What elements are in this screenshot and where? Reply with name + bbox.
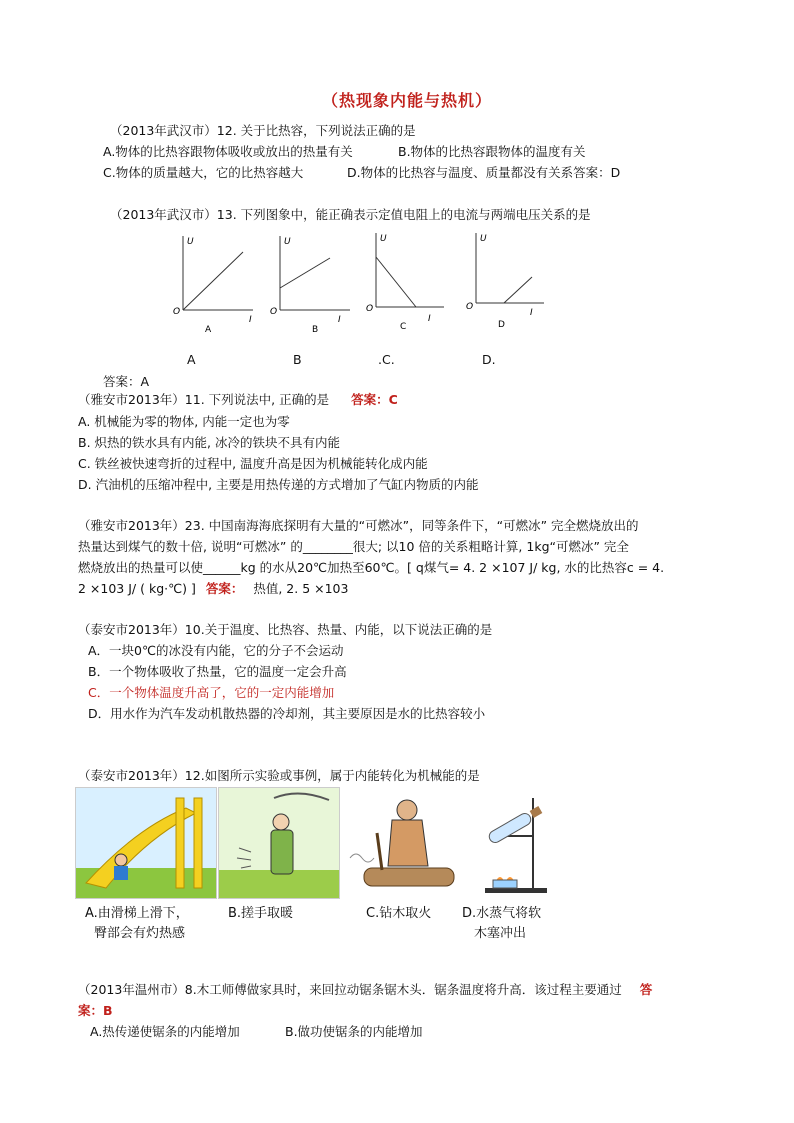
- q6-stem: （泰安市2013年）12.如图所示实验或事例，属于内能转化为机械能的是: [78, 768, 480, 783]
- q5-option-a: A．一块0℃的冰没有内能，它的分子不会运动: [88, 643, 344, 658]
- caption-d-line-1: D.水蒸气将软: [462, 906, 542, 921]
- q3-option-d: D. 汽油机的压缩冲程中, 主要是用热传递的方式增加了气缸内物质的内能: [78, 477, 479, 492]
- q4-answer-label: 答案：: [205, 581, 244, 596]
- q4-answer-value: 热值, 2. 5 ×103: [253, 581, 349, 596]
- q7-answer-label: 答: [639, 982, 653, 997]
- q5-stem: （泰安市2013年）10.关于温度、比热容、热量、内能，以下说法正确的是: [78, 622, 493, 637]
- q2-choice-c: .C.: [378, 352, 395, 367]
- graph-d-u-label: U: [480, 234, 487, 244]
- graph-b-u-label: U: [284, 237, 291, 247]
- q5-option-b: B．一个物体吸收了热量，它的温度一定会升高: [88, 664, 347, 679]
- graph-c-u-label: U: [380, 234, 387, 244]
- q3-stem-text: （雅安市2013年）11. 下列说法中, 正确的是: [78, 392, 330, 407]
- q7-option-a: A.热传递使锯条的内能增加: [90, 1024, 240, 1039]
- figure-slide: [75, 787, 217, 899]
- q7-stem-text: （2013年温州市）8.木工师傅做家具时，来回拉动锯条锯木头．锯条温度将升高．该过程主要通过: [78, 982, 622, 997]
- graph-a: [165, 228, 270, 338]
- graph-a-i-label: I: [249, 315, 252, 325]
- figure-rubbing-hands: [218, 787, 340, 899]
- graph-b-origin: O: [270, 307, 278, 317]
- q2-answer: [103, 372, 149, 390]
- q4-line-4-text: 2 ×103 J/ ( kg·℃) ]: [78, 581, 196, 596]
- q5-option-c: C．一个物体温度升高了，它的一定内能增加: [88, 685, 335, 700]
- q3-option-c: C. 铁丝被快速弯折的过程中, 温度升高是因为机械能转化成内能: [78, 456, 428, 471]
- q3-answer: 答案：C: [351, 392, 398, 407]
- q1-option-c: C.物体的质量越大，它的比热容越大: [103, 165, 304, 180]
- graph-d-i-label: I: [530, 308, 533, 318]
- graph-b: [268, 228, 373, 338]
- figure-steam-cork: [464, 787, 556, 899]
- q3-option-b: B. 炽热的铁水具有内能, 冰冷的铁块不具有内能: [78, 435, 340, 450]
- graph-d: [462, 225, 567, 335]
- q5-option-d: D．用水作为汽车发动机散热器的冷却剂，其主要原因是水的比热容较小: [88, 706, 486, 721]
- q2-choice-b: B: [293, 352, 302, 367]
- q7-stem: [78, 980, 652, 998]
- graph-c-letter: C: [400, 322, 407, 332]
- q2-choice-a: A: [187, 352, 196, 367]
- graph-d-origin: O: [466, 302, 474, 312]
- q7-answer: 案：B: [78, 1003, 113, 1018]
- graph-a-origin: O: [173, 307, 181, 317]
- caption-d-line-2: 木塞冲出: [474, 926, 527, 941]
- graph-a-letter: A: [205, 325, 212, 335]
- figure-drilling-wood: [341, 787, 463, 899]
- q4-line-4: [78, 579, 348, 597]
- q4-line-2: 热量达到煤气的数十倍, 说明“可燃冰” 的________很大; 以10 倍的关系粗略计算, 1kg“可燃冰” 完全: [78, 539, 629, 554]
- graph-b-letter: B: [312, 325, 319, 335]
- graph-c: [362, 225, 467, 335]
- caption-a-line-2: 臀部会有灼热感: [94, 926, 186, 941]
- caption-b: B.搓手取暖: [228, 906, 294, 921]
- q3-option-a: A. 机械能为零的物体, 内能一定也为零: [78, 414, 290, 429]
- graph-d-letter: D: [498, 320, 505, 330]
- q7-option-b: B.做功使锯条的内能增加: [285, 1024, 423, 1039]
- q1-option-a: A.物体的比热容跟物体吸收或放出的热量有关: [103, 144, 353, 159]
- caption-a-line-1: A.由滑梯上滑下，: [85, 906, 189, 921]
- graph-c-origin: O: [366, 304, 374, 314]
- graph-c-i-label: I: [428, 314, 431, 324]
- page-title: （热现象内能与热机）: [322, 91, 493, 110]
- q2-answer-text: 答案：A: [103, 374, 150, 389]
- q3-stem: [78, 390, 398, 408]
- q4-line-1: （雅安市2013年）23. 中国南海海底探明有大量的“可燃冰”，同等条件下，“可燃冰” 完全燃烧放出的: [78, 518, 639, 533]
- caption-c: C.钻木取火: [366, 906, 432, 921]
- q1-option-d-answer: D.物体的比热容与温度、质量都没有关系答案：D: [347, 165, 621, 180]
- q2-choice-d: D.: [482, 352, 496, 367]
- q2-stem: （2013年武汉市）13. 下列图象中，能正确表示定值电阻上的电流与两端电压关系的是: [110, 207, 591, 222]
- q1-stem: （2013年武汉市）12. 关于比热容，下列说法正确的是: [110, 123, 416, 138]
- graph-b-i-label: I: [338, 315, 341, 325]
- q4-line-3: 燃烧放出的热量可以使______kg 的水从20℃加热至60℃。[ q煤气= 4. 2 ×107 J/ kg, 水的比热容c = 4.: [78, 560, 665, 575]
- q1-option-b: B.物体的比热容跟物体的温度有关: [398, 144, 586, 159]
- graph-a-u-label: U: [187, 237, 194, 247]
